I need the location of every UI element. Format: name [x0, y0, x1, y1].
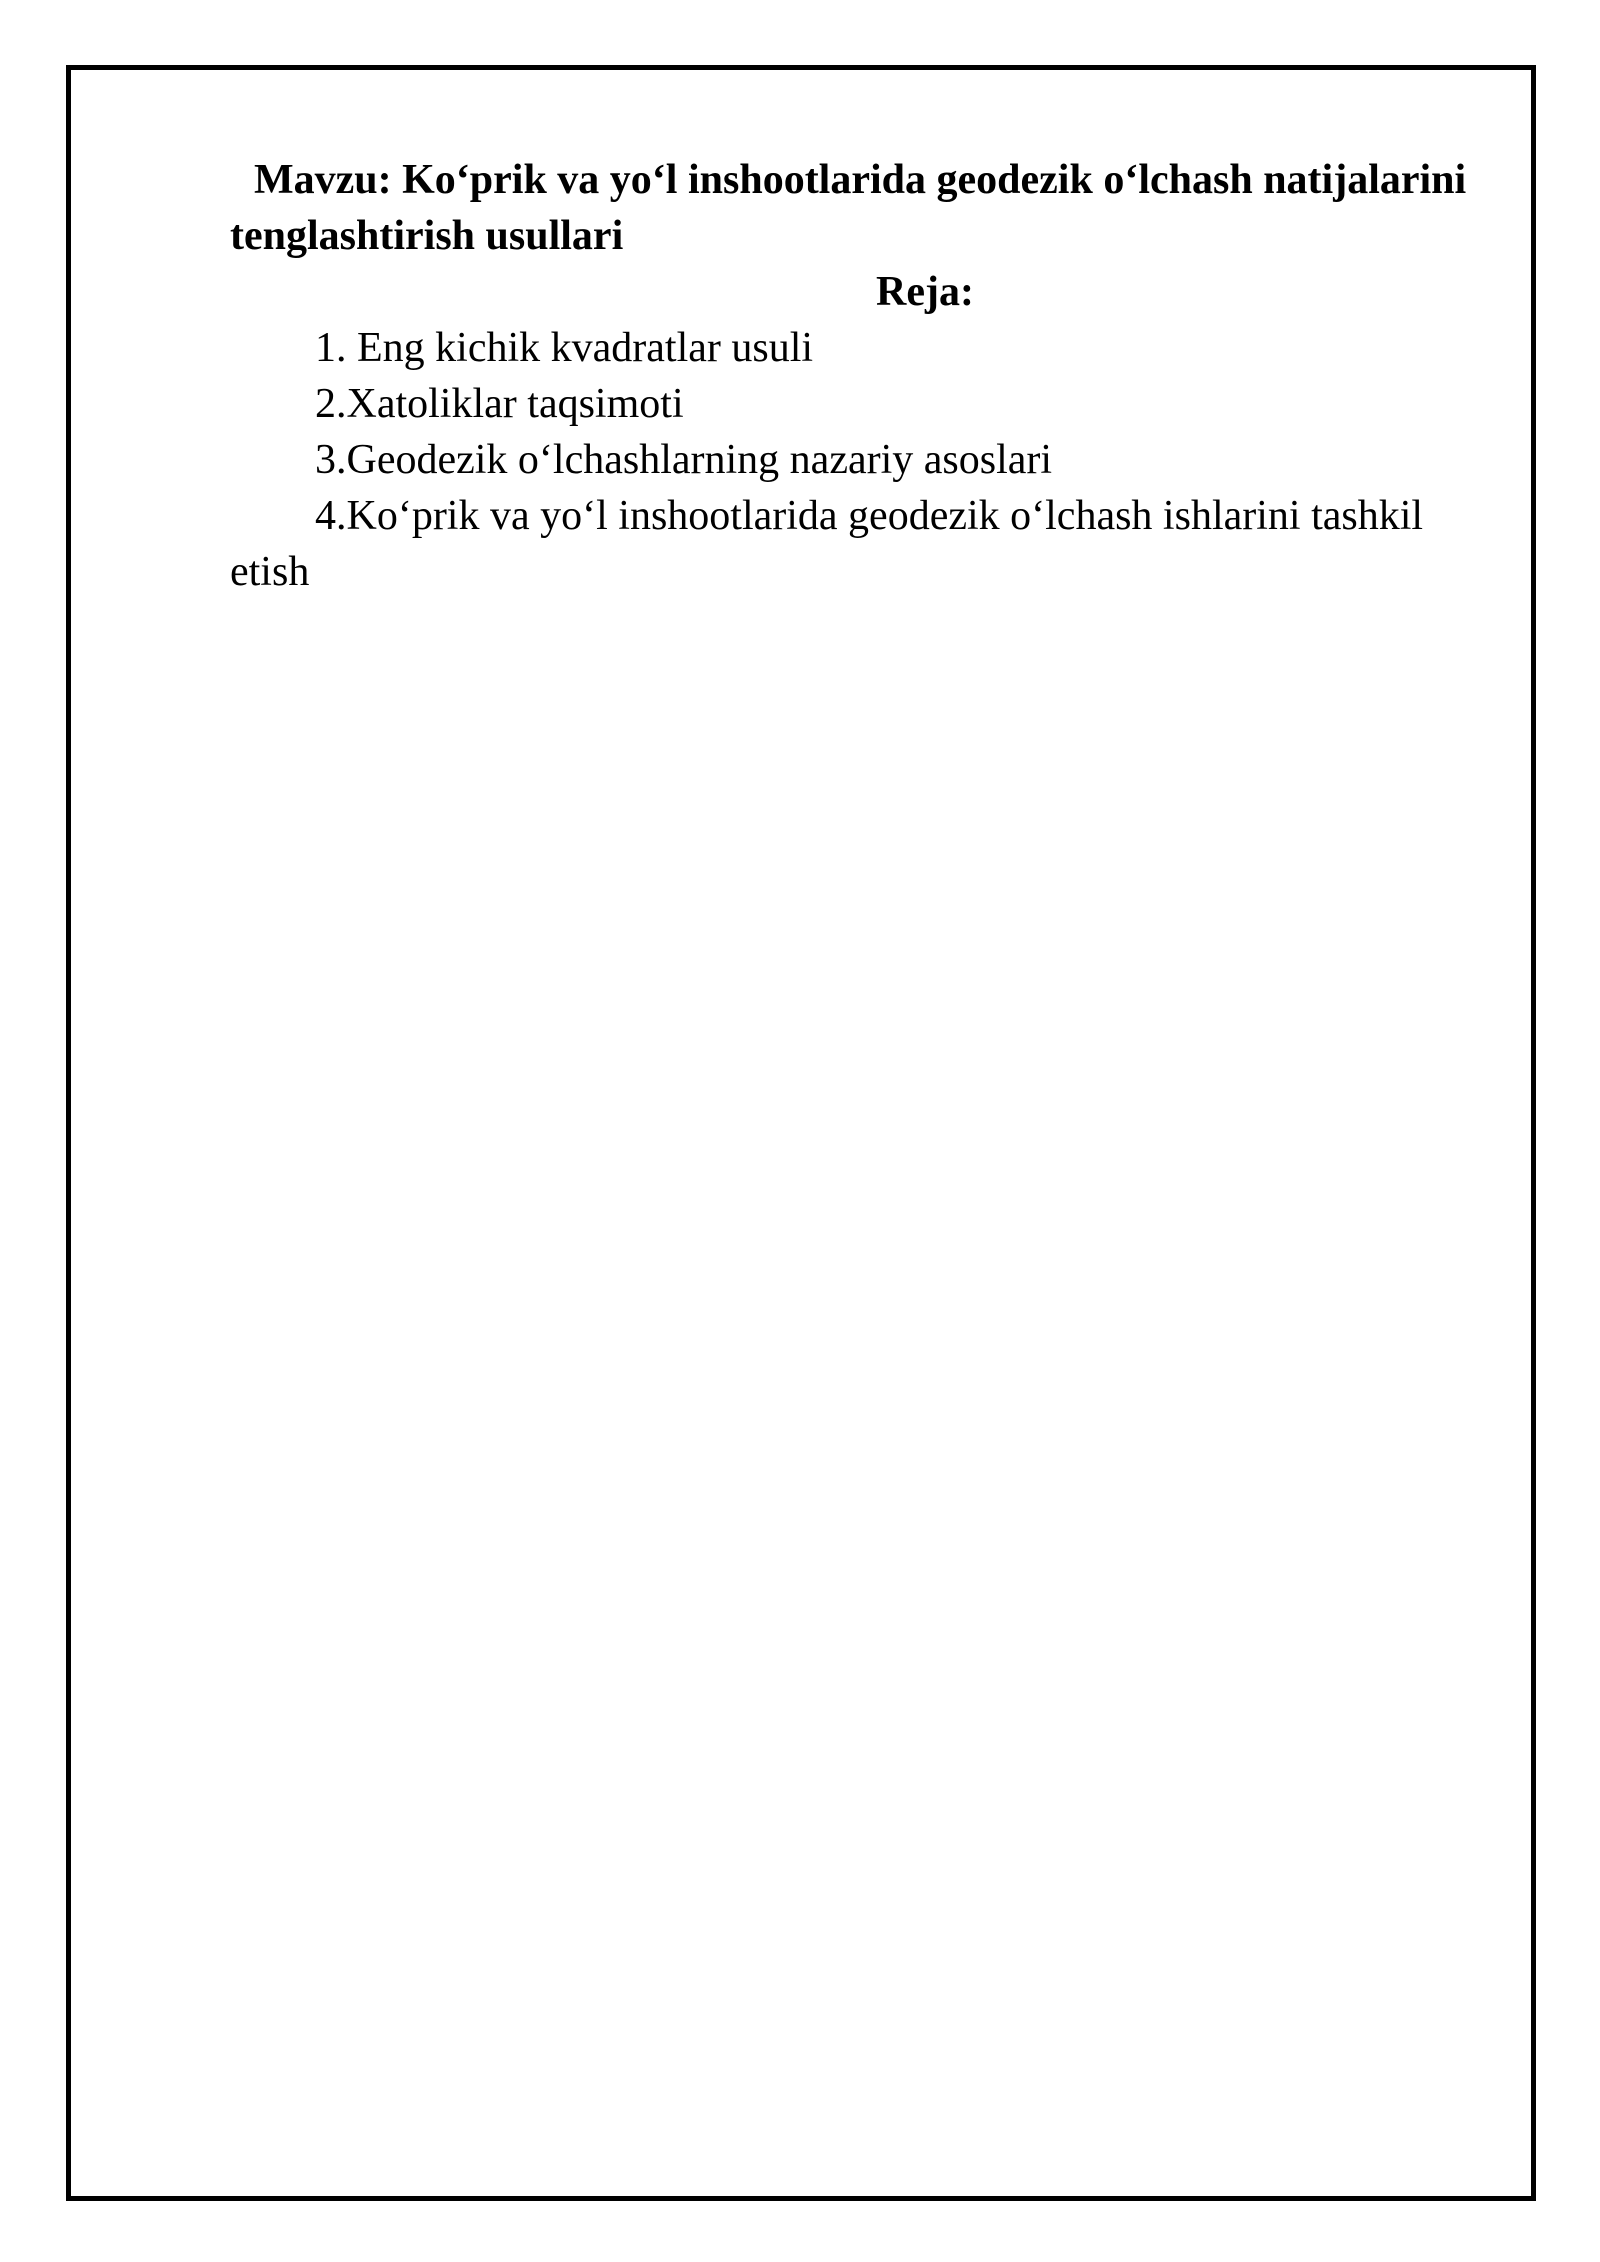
plan-item: 1. Eng kichik kvadratlar usuli: [315, 325, 814, 371]
plan-list: [230, 320, 1470, 600]
document-content: [230, 152, 1470, 600]
plan-item: 2.Xatoliklar taqsimoti: [315, 381, 684, 427]
plan-item: 3.Geodezik o‘lchashlarning nazariy asoslari: [315, 437, 1053, 483]
document-title: Mavzu: Ko‘prik va yo‘l inshootlarida geodezik o‘lchash natijalarini tenglashtirish usullari: [230, 157, 1467, 259]
plan-heading: Reja:: [876, 269, 974, 315]
plan-item: 4.Ko‘prik va yo‘l inshootlarida geodezik o‘lchash ishlarini tashkil etish: [230, 493, 1424, 595]
